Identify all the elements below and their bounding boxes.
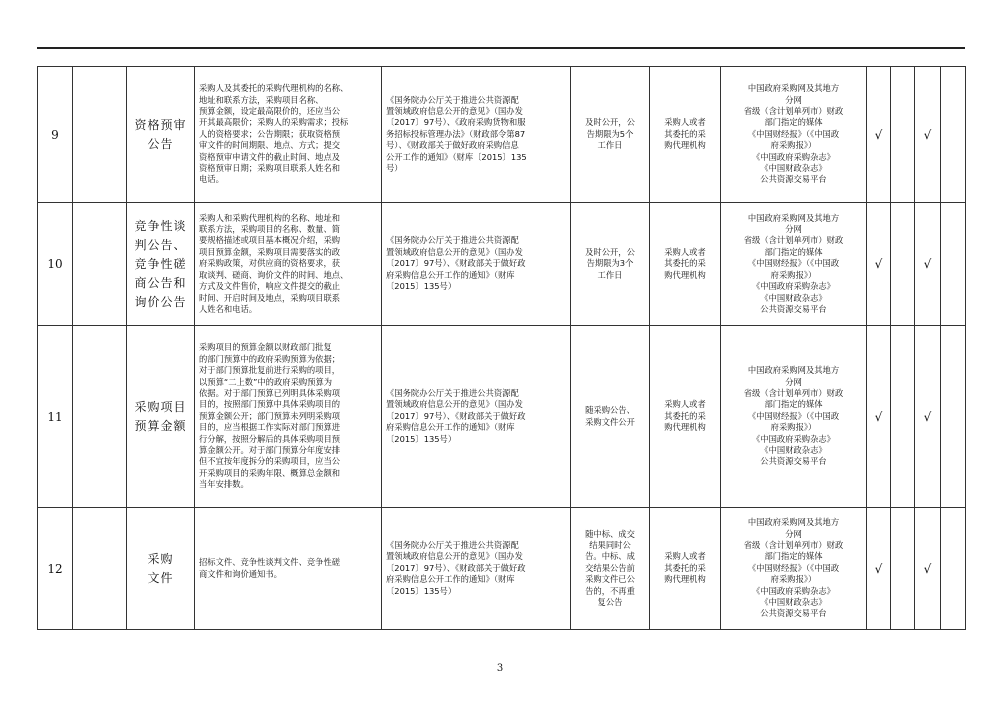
check-mark: √ <box>867 326 891 508</box>
table-row <box>38 67 966 203</box>
check-mark: √ <box>915 508 941 630</box>
disclosure-time: 及时公开，公 告期限为5个 工作日 <box>571 67 650 203</box>
disclosure-time: 随采购公告、 采购文件公开 <box>571 326 650 508</box>
disclosure-time: 及时公开，公 告期限为3个 工作日 <box>571 203 650 326</box>
check-mark: √ <box>867 203 891 326</box>
disclosure-subject: 采购人或者 其委托的采 购代理机构 <box>650 326 721 508</box>
check-mark <box>941 67 966 203</box>
disclosure-content: 采购人和采购代理机构的名称、地址和 联系方法，采购项目的名称、数量、简 要规格描述或项目基本概况介绍，采购 项目预算金额，采购项目需要落实的政 府采购政策，对供应商的资格要求，获 取谈判、磋商、询价文件的时间、地点、 方式及文件售价，响应文件提交的截止 时间、开启时间及地点，采购项目联系 人姓名和电话。 <box>195 203 382 326</box>
row-number: 11 <box>38 326 73 508</box>
check-mark <box>891 203 915 326</box>
disclosure-basis: 《国务院办公厅关于推进公共资源配 置领域政府信息公开的意见》（国办发 〔2017〕97号）、《财政部关于做好政 府采购信息公开工作的通知》（财库 〔2015〕135号） <box>382 508 571 630</box>
disclosure-subject: 采购人或者 其委托的采 购代理机构 <box>650 67 721 203</box>
table-row <box>38 203 966 326</box>
blank-cell <box>73 508 127 630</box>
check-mark <box>941 508 966 630</box>
disclosure-basis: 《国务院办公厅关于推进公共资源配 置领域政府信息公开的意见》（国办发 〔2017〕97号）、《政府采购货物和服 务招标投标管理办法》（财政部令第87 号）、《财政部关于做好政府采购信息 公开工作的通知》（财库〔2015〕135 号） <box>382 67 571 203</box>
row-number: 10 <box>38 203 73 326</box>
disclosure-channel: 中国政府采购网及其地方 分网 省级（含计划单列市）财政 部门指定的媒体 《中国财经报》（《中国政 府采购报》） 《中国政府采购杂志》 《中国财政杂志》 公共资源交易平台 <box>721 326 867 508</box>
item-name: 资格预审 公告 <box>127 67 195 203</box>
check-mark: √ <box>915 326 941 508</box>
check-mark: √ <box>915 203 941 326</box>
row-number: 9 <box>38 67 73 203</box>
table-row <box>38 508 966 630</box>
item-name: 采购项目 预算金额 <box>127 326 195 508</box>
check-mark: √ <box>867 67 891 203</box>
row-number: 12 <box>38 508 73 630</box>
disclosure-channel: 中国政府采购网及其地方 分网 省级（含计划单列市）财政 部门指定的媒体 《中国财经报》（《中国政 府采购报》） 《中国政府采购杂志》 《中国财政杂志》 公共资源交易平台 <box>721 203 867 326</box>
disclosure-content: 招标文件、竞争性谈判文件、竞争性磋 商文件和询价通知书。 <box>195 508 382 630</box>
disclosure-subject: 采购人或者 其委托的采 购代理机构 <box>650 508 721 630</box>
check-mark: √ <box>915 67 941 203</box>
blank-cell <box>73 203 127 326</box>
disclosure-channel: 中国政府采购网及其地方 分网 省级（含计划单列市）财政 部门指定的媒体 《中国财经报》（《中国政 府采购报》） 《中国政府采购杂志》 《中国财政杂志》 公共资源交易平台 <box>721 508 867 630</box>
check-mark: √ <box>867 508 891 630</box>
page-number: 3 <box>496 663 504 674</box>
disclosure-channel: 中国政府采购网及其地方 分网 省级（含计划单列市）财政 部门指定的媒体 《中国财经报》（《中国政 府采购报》） 《中国政府采购杂志》 《中国财政杂志》 公共资源交易平台 <box>721 67 867 203</box>
header-rule <box>37 47 965 49</box>
disclosure-content: 采购人及其委托的采购代理机构的名称、 地址和联系方法，采购项目名称、 预算金额，设定最高限价的，还应当公 开其最高限价；采购人的采购需求；投标 人的资格要求；公告期限；获取资格预 审文件的时间期限、地点、方式；提交 资格预审申请文件的截止时间、地点及 资格预审日期；采购项目联系人姓名和 电话。 <box>195 67 382 203</box>
disclosure-content: 采购项目的预算金额以财政部门批复 的部门预算中的政府采购预算为依据； 对于部门预算批复前进行采购的项目， 以预算“二上数”中的政府采购预算为 依据。对于部门预算已列明具体采购项 目的，按照部门预算中具体采购项目的 预算金额公开；部门预算未列明采购项 目的，应当根据工作实际对部门预算进 行分解，按照分解后的具体采购项目预 算金额公开。对于部门预算分年度安排 但不宜按年度拆分的采购项目，应当公 开采购项目的采购年限、概算总金额和 当年安排数。 <box>195 326 382 508</box>
check-mark <box>891 326 915 508</box>
item-name: 采购 文件 <box>127 508 195 630</box>
disclosure-basis: 《国务院办公厅关于推进公共资源配 置领域政府信息公开的意见》（国办发 〔2017〕97号）、《财政部关于做好政 府采购信息公开工作的通知》（财库 〔2015〕135号） <box>382 326 571 508</box>
table-row <box>38 326 966 508</box>
disclosure-table <box>37 66 966 630</box>
item-name: 竞争性谈 判公告、 竞争性磋 商公告和 询价公告 <box>127 203 195 326</box>
blank-cell <box>73 67 127 203</box>
check-mark <box>891 67 915 203</box>
disclosure-basis: 《国务院办公厅关于推进公共资源配 置领域政府信息公开的意见》（国办发 〔2017〕97号）、《财政部关于做好政 府采购信息公开工作的通知》（财库 〔2015〕135号） <box>382 203 571 326</box>
disclosure-subject: 采购人或者 其委托的采 购代理机构 <box>650 203 721 326</box>
check-mark <box>941 203 966 326</box>
check-mark <box>891 508 915 630</box>
check-mark <box>941 326 966 508</box>
disclosure-time: 随中标、成交 结果同时公 告。中标、成 交结果公告前 采购文件已公 告的，不再重 复公告 <box>571 508 650 630</box>
blank-cell <box>73 326 127 508</box>
